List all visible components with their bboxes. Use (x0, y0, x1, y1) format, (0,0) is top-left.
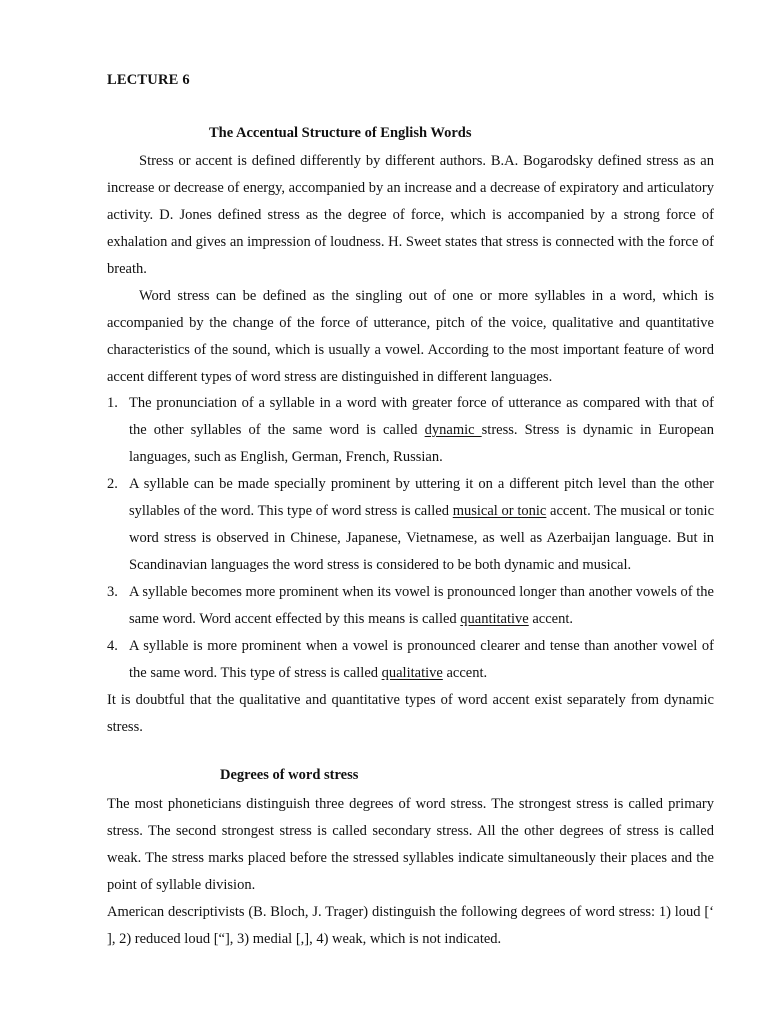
list-item-number: 2. (107, 476, 118, 492)
paragraph-word-stress (107, 283, 714, 391)
paragraph-text: Stress or accent is defined differently by different authors. B.A. Bogarodsky defined stress as an increase or decrease of energy, accompanied by an increase and a decrease of expiratory and articulatory activity. D. Jones defined stress as the degree of force, which is accompanied by a strong force of exhalation and gives an impression of loudness. H. Sweet states that stress is connected with the force of breath. (107, 153, 714, 277)
list-item-text: accent. The musical or tonic word stress is observed in Chinese, Japanese, Vietnamese, as well as Azerbaijan language. But in Scandinavian languages the word stress is considered to be both dynamic and musical. (129, 503, 715, 573)
list-item-term: musical or tonic (452, 503, 547, 519)
list-item-number: 4. (107, 638, 118, 654)
list-item-text: accent. (442, 665, 488, 681)
lecture-title: LECTURE 6 (107, 72, 190, 88)
list-item-number: 3. (107, 584, 118, 600)
paragraph-text: American descriptivists (B. Bloch, J. Trager) distinguish the following degrees of word stress: 1) loud [‘ ], 2) reduced loud [“], 3) medial [,], 4) weak, which is not indicated. (107, 904, 714, 947)
stress-types-list (107, 390, 714, 741)
list-item-text: A syllable can be made specially prominent by uttering it on a different pitch level than the other syllables of the word. This type of word stress is called (129, 476, 714, 519)
list-item-term: quantitative (460, 611, 529, 627)
list-item (107, 471, 714, 579)
section-heading-degrees: Degrees of word stress (220, 767, 359, 783)
list-item-text: A syllable becomes more prominent when its vowel is pronounced longer than another vowels of the same word. Word accent effected by this means is called (129, 584, 714, 627)
paragraph-stress-definitions (107, 148, 714, 283)
list-item-text: The pronunciation of a syllable in a word with greater force of utterance as compared with that of the other syllables of the same word is called (129, 395, 714, 438)
list-item-term: dynamic (424, 422, 482, 438)
section-heading-accentual-structure: The Accentual Structure of English Words (209, 125, 472, 141)
paragraph-degrees (107, 791, 714, 953)
paragraph-text: It is doubtful that the qualitative and quantitative types of word accent exist separately from dynamic stress. (107, 692, 714, 735)
list-item-text: accent. (528, 611, 574, 627)
list-item-text: stress. Stress is dynamic in European languages, such as English, German, French, Russian. (129, 422, 714, 465)
paragraph-text: Word stress can be defined as the singling out of one or more syllables in a word, which is accompanied by the change of the force of utterance, pitch of the voice, qualitative and quantitative characteristics of the sound, which is usually a vowel. According to the most important feature of word accent different types of word stress are distinguished in different languages. (107, 288, 714, 385)
list-item (107, 579, 714, 633)
list-item (107, 390, 714, 471)
list-item (107, 633, 714, 687)
paragraph-text: The most phoneticians distinguish three degrees of word stress. The strongest stress is called primary stress. The second strongest stress is called secondary stress. All the other degrees of stress is called weak. The stress marks placed before the stressed syllables indicate simultaneously their places and the point of syllable division. (107, 796, 714, 893)
list-item-term: qualitative (381, 665, 443, 681)
list-item-number: 1. (107, 395, 118, 411)
list-item-text: A syllable is more prominent when a vowel is pronounced clearer and tense than another vowel of the same word. This type of stress is called (129, 638, 714, 681)
